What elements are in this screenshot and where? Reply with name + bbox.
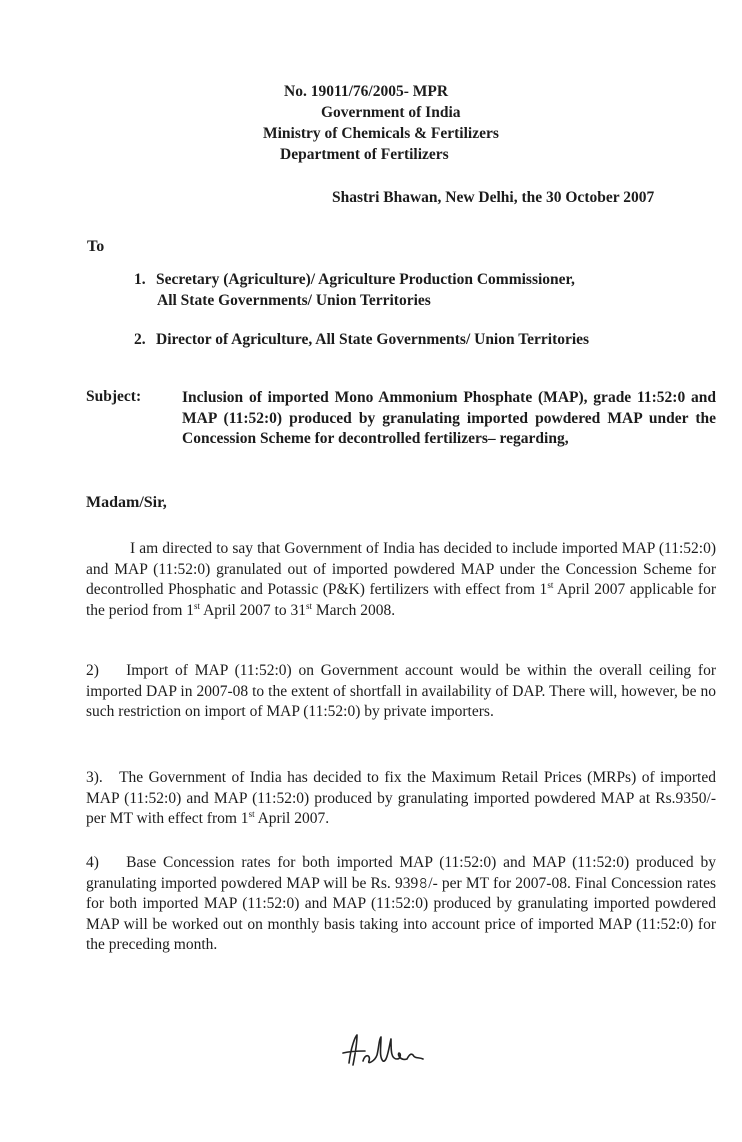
- paragraph-3: [86, 768, 716, 830]
- salutation: Madam/Sir,: [86, 494, 167, 511]
- ministry-line: Ministry of Chemicals & Fertilizers: [263, 125, 499, 142]
- addressee-2: [134, 330, 589, 350]
- para3-text-b: April 2007.: [254, 810, 330, 827]
- subject-text: Inclusion of imported Mono Ammonium Phosphate (MAP), grade 11:52:0 and MAP (11:52:0) produced by granulating imported powdered MAP under the Concession Scheme for decontrolled fertilizers– regarding,: [182, 389, 716, 447]
- para1-text-d: March 2008.: [312, 601, 396, 619]
- addressee-1: [134, 270, 575, 290]
- to-label: To: [87, 238, 105, 255]
- addressee-1-line2: All State Governments/ Union Territories: [157, 292, 431, 309]
- para1-text-a: I am directed to say that Government of India has decided to include imported MAP (11:52:0) and MAP (11:52:0) granulated out of imported powdered MAP under the Concession Scheme for decontrolled Phosphatic and Potassic (P&K) fertilizers with effect from 1: [86, 540, 716, 598]
- signature: [335, 1025, 435, 1075]
- para3-sup: st: [248, 808, 255, 819]
- paragraph-4: 4) Base Concession rates for both imported MAP (11:52:0) and MAP (11:52:0) produced by granulating imported powdered MAP will be Rs. 939৪/- per MT for 2007-08. Final Concession rates for both imported MAP (11:52:0) and MAP (11:52:0) produced by granulating imported powdered MAP will be worked out on monthly basis taking into account price of imported MAP (11:52:0) for the preceding month.: [86, 854, 716, 953]
- paragraph-1: [86, 539, 716, 621]
- para1-sup3: st: [305, 600, 312, 611]
- para1-sup1: st: [547, 579, 554, 590]
- addressee-2-number: 2.: [134, 331, 146, 348]
- place-and-date: Shastri Bhawan, New Delhi, the 30 October 2007: [332, 189, 655, 206]
- addressee-1-number: 1.: [134, 271, 146, 288]
- signature-scribble: [335, 1025, 435, 1075]
- government-line: Government of India: [321, 104, 461, 121]
- addressee-2-line1: Director of Agriculture, All State Governments/ Union Territories: [156, 331, 590, 348]
- subject-label: Subject:: [86, 388, 142, 405]
- paragraph-2: 2) Import of MAP (11:52:0) on Government account would be within the overall ceiling for imported DAP in 2007-08 to the extent of shortfall in availability of DAP. There will, however, be no such restriction on import of MAP (11:52:0) by private importers.: [86, 662, 716, 720]
- para1-text-b: April 2007 applicable for the period from 1: [86, 581, 717, 619]
- addressee-1-line1: Secretary (Agriculture)/ Agriculture Production Commissioner,: [156, 271, 575, 288]
- reference-number: No. 19011/76/2005- MPR: [284, 83, 449, 100]
- department-line: Department of Fertilizers: [280, 146, 449, 163]
- para3-text-a: 3). The Government of India has decided to fix the Maximum Retail Prices (MRPs) of imported MAP (11:52:0) and MAP (11:52:0) produced by granulating imported powdered MAP at Rs.9350/- per MT with effect from 1: [86, 769, 716, 827]
- para1-text-c: April 2007 to 31: [200, 601, 306, 619]
- para1-sup2: st: [194, 600, 201, 611]
